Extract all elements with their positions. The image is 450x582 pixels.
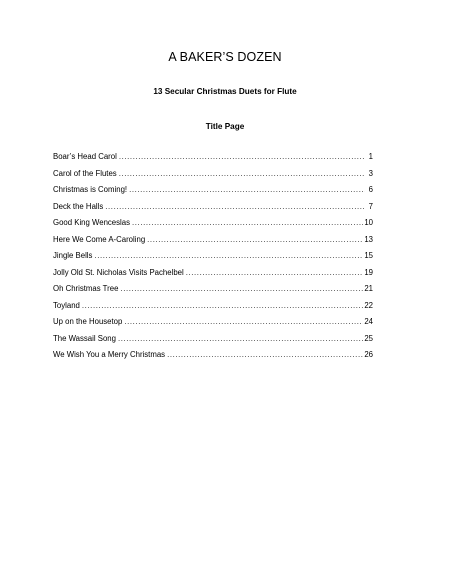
toc-dot-leader	[124, 316, 363, 328]
toc-dot-leader	[120, 283, 363, 295]
toc-dot-leader	[105, 201, 365, 213]
toc-entry-title: Up on the Housetop	[53, 317, 123, 326]
toc-entry	[53, 217, 373, 234]
toc-entry-title: Oh Christmas Tree	[53, 284, 119, 293]
toc-entry	[53, 316, 373, 333]
toc-entry-title: Toyland	[53, 300, 80, 310]
toc-entry-title: Jingle Bells	[53, 251, 93, 260]
toc-entry-page: 25	[364, 333, 373, 343]
toc-entry-title: Deck the Halls	[53, 201, 104, 211]
toc-dot-leader	[147, 234, 363, 246]
toc-entry-title: The Wassail Song	[53, 333, 116, 343]
toc-entry	[53, 349, 373, 366]
toc-entry-page: 6	[368, 185, 373, 194]
toc-dot-leader	[186, 267, 364, 279]
toc-dot-leader	[119, 168, 365, 180]
toc-entry-title: Christmas is Coming!	[53, 185, 128, 194]
toc-dot-leader	[94, 250, 363, 262]
toc-entry-title: Here We Come A-Caroling	[53, 234, 146, 244]
toc-entry-page: 24	[364, 317, 373, 326]
document-subtitle: 13 Secular Christmas Duets for Flute	[153, 87, 297, 96]
toc-entry	[53, 267, 373, 284]
toc-entry-title: Boar’s Head Carol	[53, 152, 117, 161]
toc-entry-title: Good King Wenceslas	[53, 218, 131, 227]
toc-dot-leader	[119, 151, 365, 163]
toc-entry-title: Jolly Old St. Nicholas Visits Pachelbel	[53, 267, 184, 277]
section-heading: Title Page	[205, 122, 245, 131]
toc-entry-page: 26	[364, 350, 373, 359]
toc-dot-leader	[167, 349, 363, 361]
toc-entry-page: 21	[364, 284, 373, 293]
toc-entry-page: 22	[364, 300, 373, 310]
toc-entry-page: 10	[364, 218, 373, 227]
toc-entry-page: 1	[368, 152, 373, 161]
toc-entry	[53, 234, 373, 251]
document-title: A BAKER’S DOZEN	[168, 50, 282, 64]
toc-entry	[53, 168, 373, 185]
toc-entry	[53, 283, 373, 300]
toc-dot-leader	[82, 300, 363, 312]
toc-dot-leader	[118, 333, 363, 345]
toc-entry-page: 3	[368, 168, 373, 178]
toc-entry-page: 13	[364, 234, 373, 244]
toc-entry	[53, 250, 373, 267]
toc-dot-leader	[132, 217, 363, 229]
toc-entry-page: 7	[368, 201, 373, 211]
toc-entry-title: We Wish You a Merry Christmas	[53, 350, 166, 359]
toc-entry	[53, 300, 373, 317]
toc-entry	[53, 184, 373, 201]
toc-entry	[53, 333, 373, 350]
toc-entry-page: 19	[364, 267, 373, 277]
table-of-contents	[53, 151, 373, 366]
toc-entry	[53, 201, 373, 218]
toc-dot-leader	[129, 184, 365, 196]
toc-entry-page: 15	[364, 251, 373, 260]
toc-entry	[53, 151, 373, 168]
toc-entry-title: Carol of the Flutes	[53, 168, 117, 178]
